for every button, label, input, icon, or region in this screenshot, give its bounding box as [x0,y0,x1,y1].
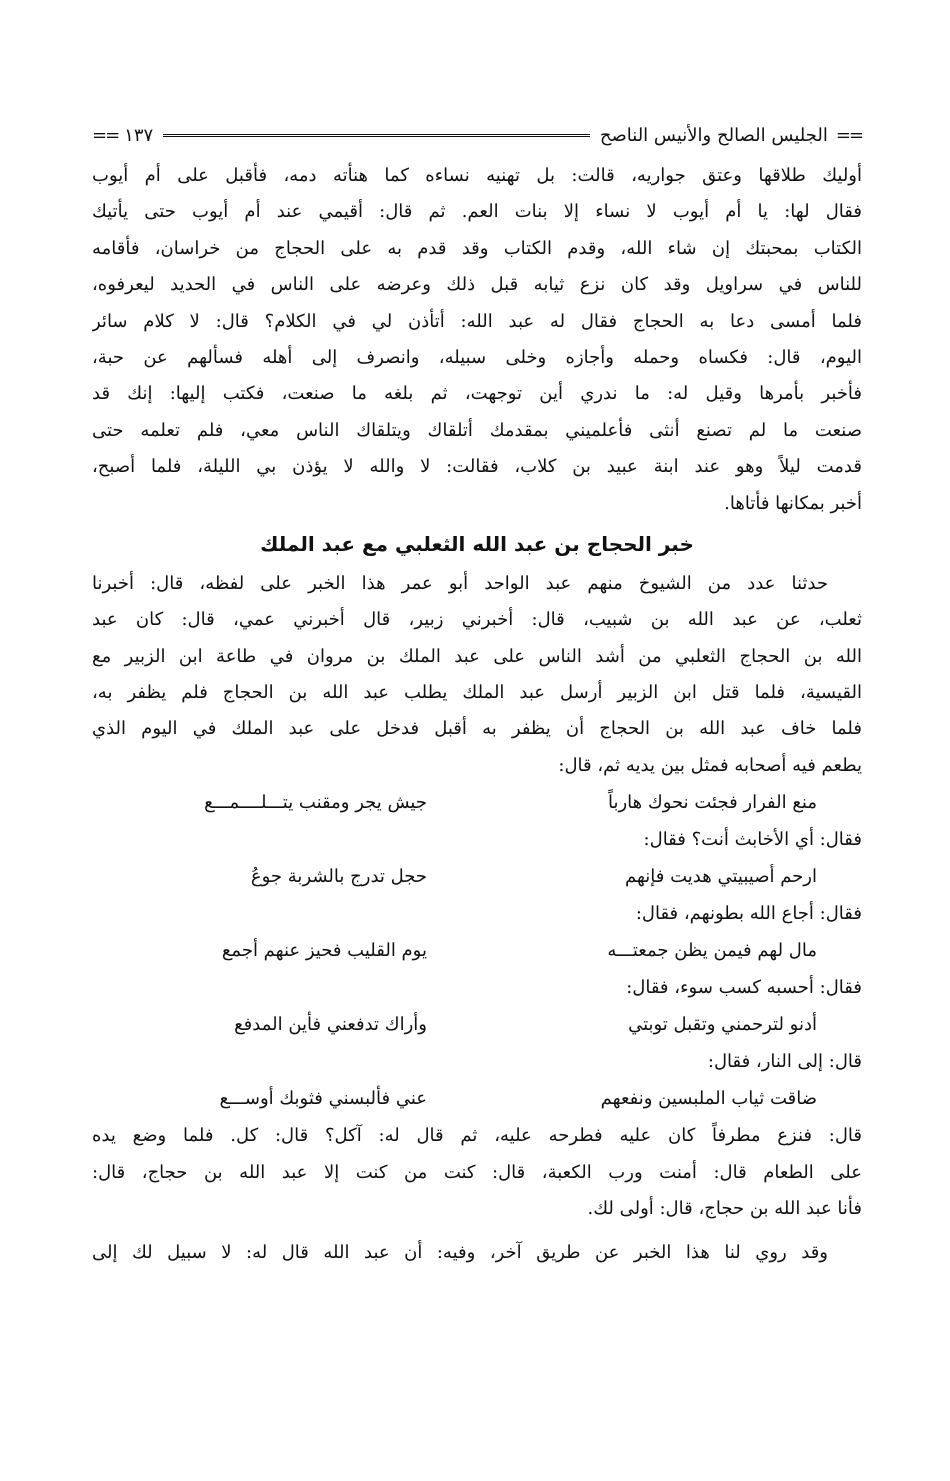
poem-verse [92,932,862,970]
header-rule [163,134,590,137]
verse-first-hemistich: ضاقت ثياب الملبسين ونفعهم [600,1088,817,1110]
text-line: حدثنا عدد من الشيوخ منهم عبد الواحد أبو عمر هذا الخبر على لفظه، قال: أخبرنا [92,572,828,594]
paragraph-2 [92,566,862,784]
poem-verse [92,1006,862,1044]
text-line: أوليك طلاقها وعتق جواريه، قالت: بل تهنيه نساءه كما هنأته دمه، فأقبل على أم أيوب [92,165,862,186]
poem-verse [92,858,862,896]
verse-first-hemistich: منع الفرار فجئت نحوك هارباً [607,792,817,814]
header-ornament-right: == [835,124,862,146]
paragraph-3 [92,1118,862,1227]
text-line: للناس في سراويل وقد كان نزع ثيابه قبل ذلك وعرضه على الناس في الحديد ليعرفوه، [92,274,862,296]
verse-second-hemistich: جيش يجر ومقنب يتـــلــــمـــع [204,792,427,814]
text-line: صنعت ما لم تصنع أنثى فأعلميني بمقدمك أتلقاك ويتلقاك الناس معي، فلم تعلمه حتى [92,419,862,441]
verse-first-hemistich: أدنو لترحمني وتقبل توبتي [628,1014,817,1036]
verse-second-hemistich: يوم القليب فحيز عنهم أجمع [221,940,427,962]
verse-first-hemistich: مال لهم فيمن يظن جمعتـــه [607,940,817,962]
poem-verse [92,1080,862,1118]
narration-line: فقال: أي الأخابث أنت؟ فقال: [643,829,862,851]
text-line: فقال لها: يا أم أيوب لا نساء إلا بنات العم. ثم قال: أقيمي عند أم أيوب حتى يأتيك [92,201,862,223]
text-line: وقد روي لنا هذا الخبر عن طريق آخر، وفيه: أن عبد الله قال له: لا سبيل لك إلى [92,1242,828,1264]
text-line: فأنا عبد الله بن حجاج، قال: أولى لك. [587,1198,862,1220]
running-header [92,118,862,152]
narration-line: فقال: أجاع الله بطونهم، فقال: [635,903,862,925]
narration-line: قال: إلى النار، فقال: [707,1051,862,1073]
text-line: فلما خاف عبد الله بن الحجاج أن يظفر به أقبل فدخل على عبد الملك في اليوم الذي [92,718,862,740]
text-line: فأخبر بأمرها وقيل له: ما ندري أين توجهت، ثم بلغه ما صنعت، فكتب إليها: إنك قد [92,383,862,405]
page-number: ١٣٧ [124,124,154,146]
section-heading: خبر الحجاج بن عبد الله الثعلبي مع عبد الملك [260,531,694,556]
paragraph-4 [92,1235,862,1271]
text-line: فلما أمسى دعا به الحجاج فقال له عبد الله: أتأذن لي في الكلام؟ قال: لا كلام سائر [92,310,862,332]
paragraph-1 [92,158,862,522]
page-body [92,158,862,1272]
verse-second-hemistich: حجل تدرج بالشربة جوعُ [250,866,427,888]
text-line: قدمت ليلاً وهو عند ابنة عبيد بن كلاب، فقالت: لا والله لا يؤذن بي الليلة، فلما أصبح، [92,456,862,478]
verse-first-hemistich: ارحم أصيبيتي هديت فإنهم [625,866,817,888]
text-line: على الطعام قال: أمنت ورب الكعبة، قال: كنت من كنت إلا عبد الله بن حجاج، قال: [92,1161,862,1183]
text-line: الله بن الحجاج الثعلبي من أشد الناس على عبد الملك بن مروان في طاعة ابن الزبير مع [92,645,862,667]
text-line: ثعلب، عن عبد الله بن شبيب، قال: أخبرني زبير، قال أخبرني عمي، قال: كان عبد [92,609,862,631]
verse-second-hemistich: عني فألبسني فثوبك أوســـع [219,1088,427,1110]
header-ornament-left: == [92,124,119,146]
text-line: قال: فنزع مطرفاً كان عليه فطرحه عليه، ثم قال له: آكل؟ قال: كل. فلما وضع يده [92,1125,862,1147]
book-title: الجليس الصالح والأنيس الناصح [599,124,828,146]
text-line: يطعم فيه أصحابه فمثل بين يديه ثم، قال: [558,754,862,776]
narration-line: فقال: أحسبه كسب سوء، فقال: [626,977,862,999]
text-line: الكتاب بمحبتك إن شاء الله، وقدم الكتاب وقد قدم به على الحجاج من خراسان، فأقامه [92,237,862,259]
text-line: اليوم، قال: فكساه وحمله وأجازه وخلى سبيله، وانصرف إلى أهله فسألهم عن حبة، [92,346,862,368]
poem [92,784,862,1118]
text-line: القيسية، فلما قتل ابن الزبير أرسل عبد الملك يطلب عبد الله بن الحجاج فلم يظفر به، [92,682,862,704]
text-line: أخبر بمكانها فأتاها. [724,492,862,514]
verse-second-hemistich: وأراك تدفعني فأين المدفع [234,1014,427,1036]
poem-verse [92,784,862,822]
